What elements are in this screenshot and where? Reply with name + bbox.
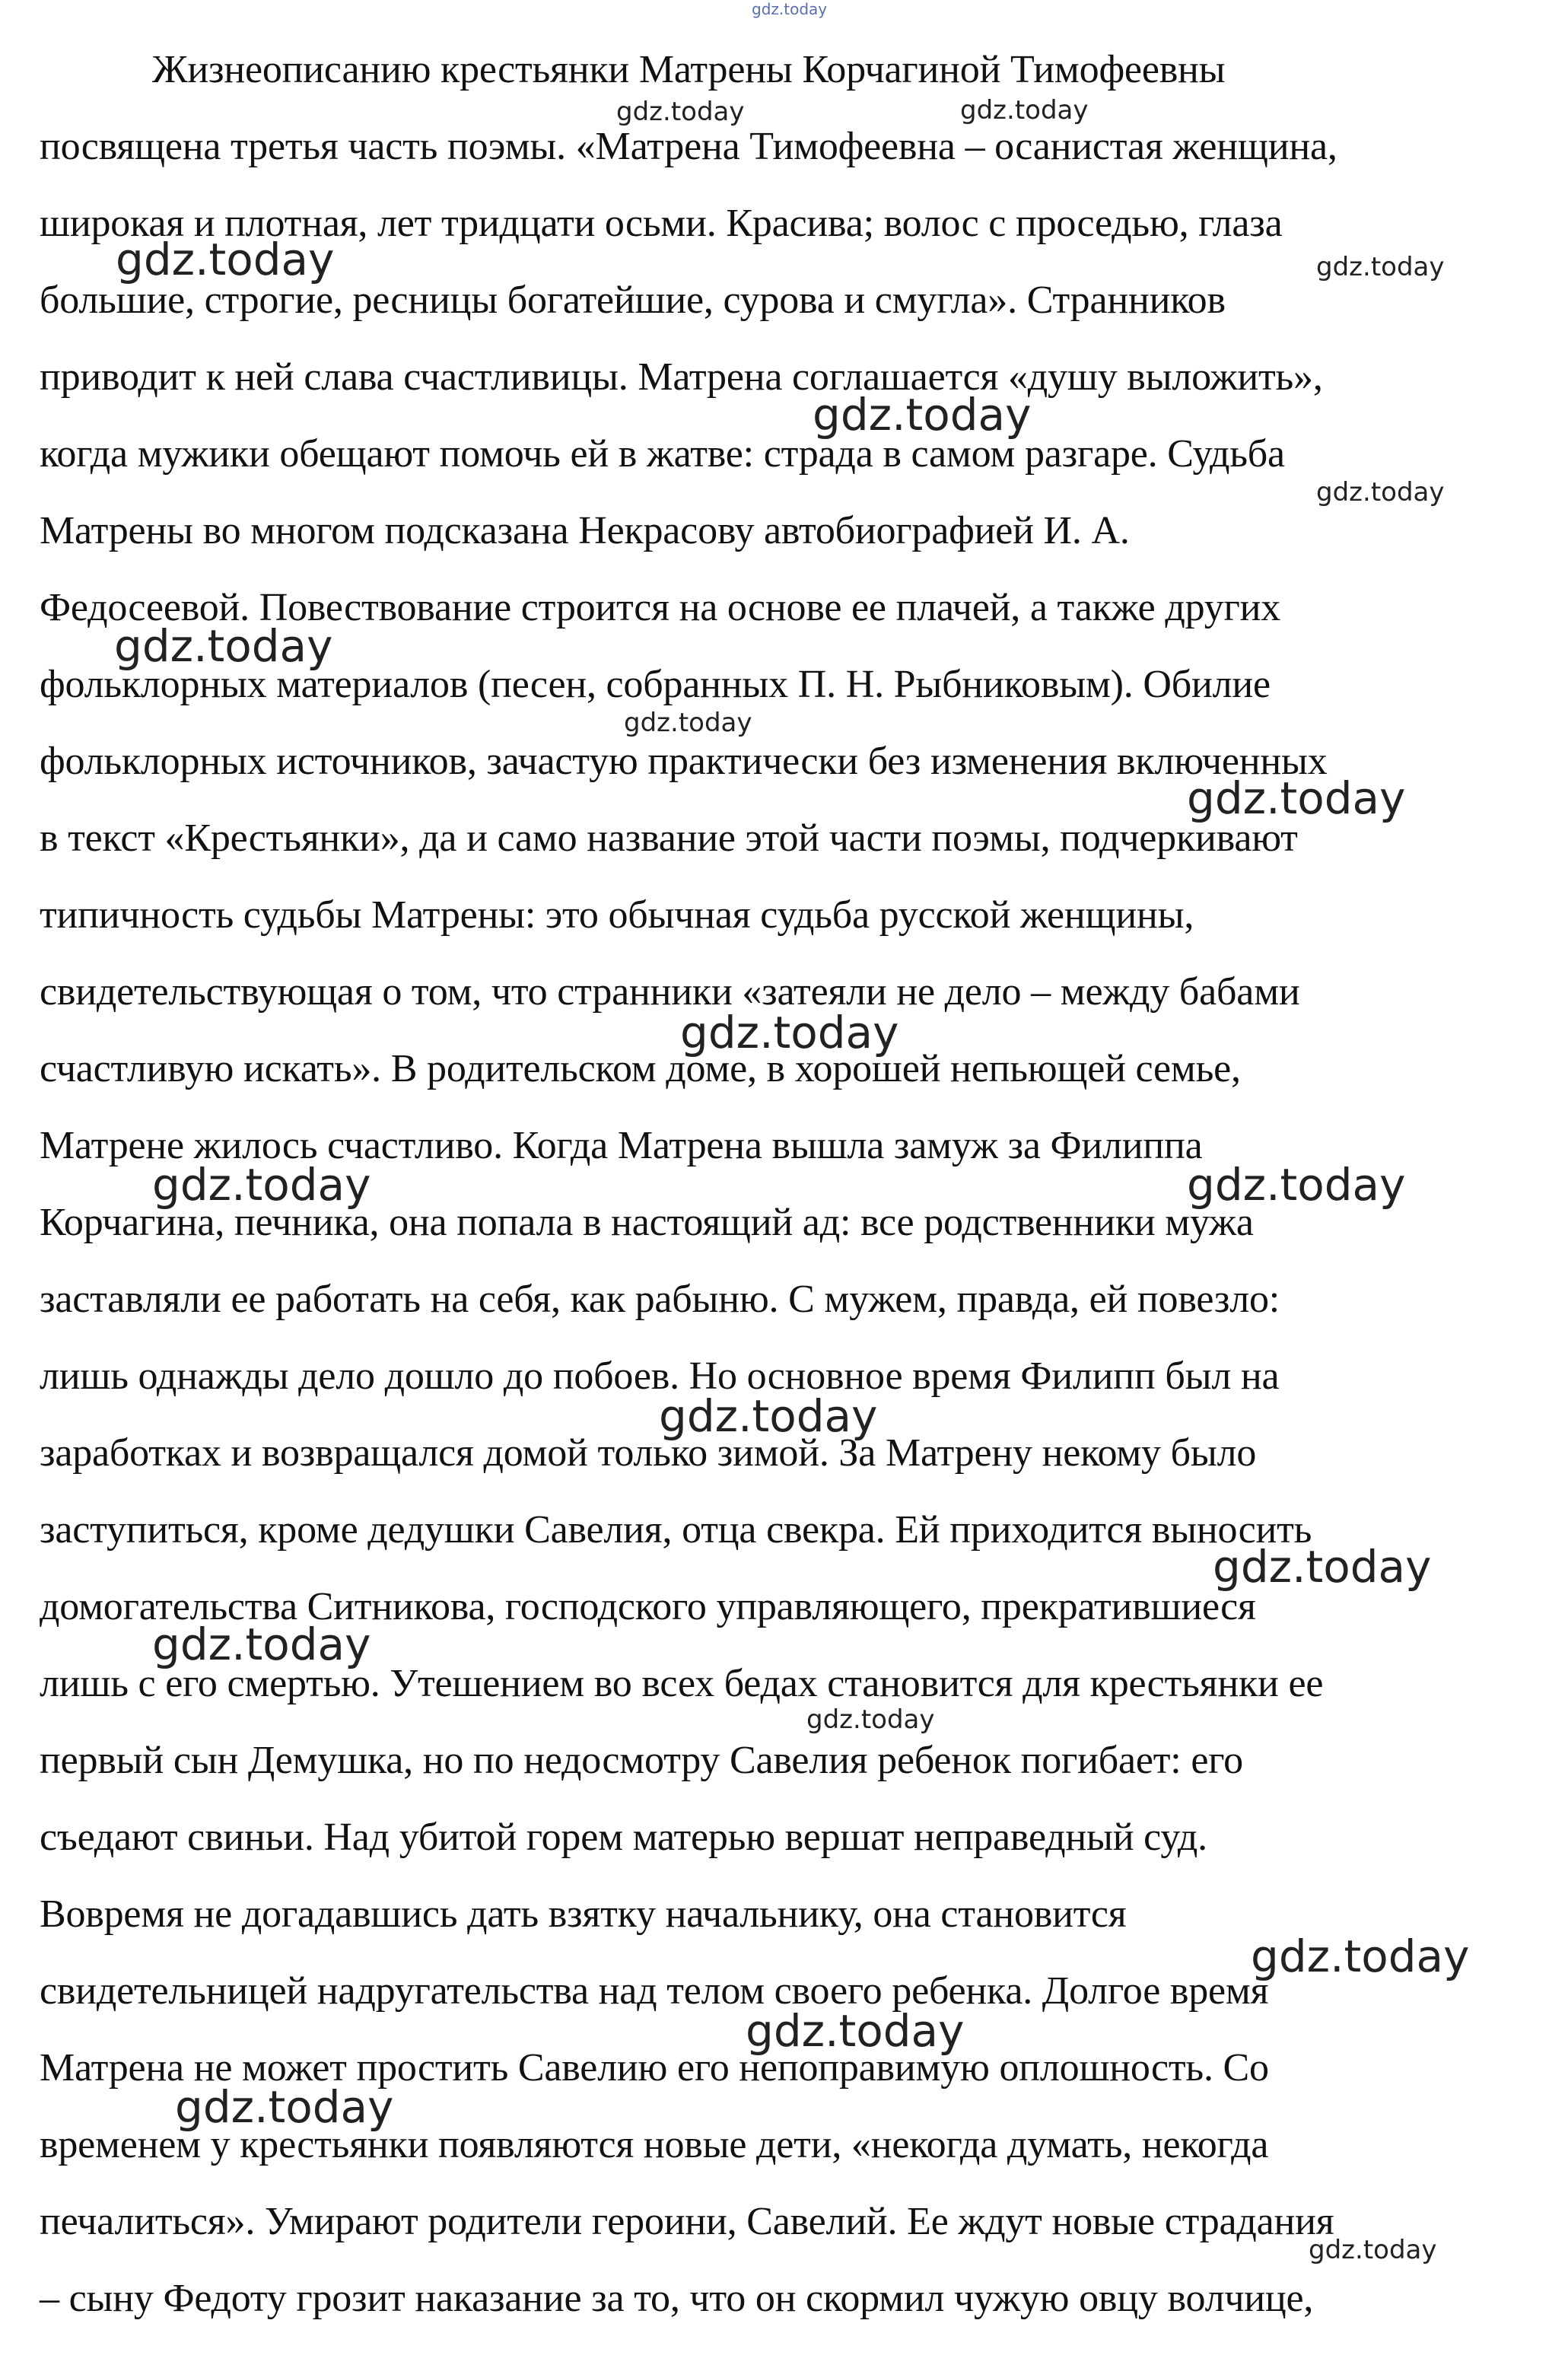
text-line: фольклорных источников, зачастую практически без изменения включенных bbox=[40, 740, 1328, 783]
text-line: Матрене жилось счастливо. Когда Матрена вышла замуж за Филиппа bbox=[40, 1124, 1203, 1167]
text-line: Корчагина, печника, она попала в настоящий ад: все родственники мужа bbox=[40, 1201, 1254, 1244]
watermark-text: gdz.today bbox=[1213, 1541, 1432, 1593]
text-line: приводит к ней слава счастливицы. Матрена соглашается «душу выложить», bbox=[40, 355, 1323, 399]
watermark-text: gdz.today bbox=[752, 0, 828, 18]
watermark-text: gdz.today bbox=[1251, 1930, 1470, 1982]
watermark-text: gdz.today bbox=[152, 1159, 371, 1211]
text-line: домогательства Ситникова, господского управляющего, прекратившиеся bbox=[40, 1585, 1256, 1628]
watermark-text: gdz.today bbox=[960, 95, 1089, 126]
watermark-text: gdz.today bbox=[659, 1390, 878, 1442]
watermark-text: gdz.today bbox=[114, 620, 333, 672]
watermark-text: gdz.today bbox=[116, 234, 335, 285]
text-line: фольклорных материалов (песен, собранных П. Н. Рыбниковым). Обилие bbox=[40, 663, 1271, 706]
text-line: печалиться». Умирают родители героини, Савелий. Ее ждут новые страдания bbox=[40, 2200, 1334, 2243]
text-line: заработках и возвращался домой только зимой. За Матрену некому было bbox=[40, 1431, 1257, 1475]
watermark-text: gdz.today bbox=[152, 1618, 371, 1670]
text-line: Федосеевой. Повествование строится на основе ее плачей, а также других bbox=[40, 586, 1281, 629]
text-line: широкая и плотная, лет тридцати осьми. Красива; волос с проседью, глаза bbox=[40, 202, 1283, 245]
watermark-text: gdz.today bbox=[746, 2005, 965, 2057]
text-line: Матрены во многом подсказана Некрасову автобиографией И. А. bbox=[40, 509, 1130, 552]
text-line: заставляли ее работать на себя, как рабыню. С мужем, правда, ей повезло: bbox=[40, 1278, 1280, 1321]
text-line: большие, строгие, ресницы богатейшие, сурова и смугла». Странников bbox=[40, 278, 1226, 322]
watermark-text: gdz.today bbox=[1316, 252, 1445, 282]
watermark-text: gdz.today bbox=[813, 389, 1032, 441]
text-line: первый сын Демушка, но по недосмотру Савелия ребенок погибает: его bbox=[40, 1739, 1243, 1782]
watermark-text: gdz.today bbox=[616, 97, 745, 127]
text-line: съедают свиньи. Над убитой горем матерью вершат неправедный суд. bbox=[40, 1816, 1207, 1859]
text-line: лишь с его смертью. Утешением во всех бедах становится для крестьянки ее bbox=[40, 1662, 1324, 1705]
text-line: – сыну Федоту грозит наказание за то, что он скормил чужую овцу волчице, bbox=[40, 2277, 1314, 2320]
watermark-text: gdz.today bbox=[1187, 1159, 1406, 1211]
watermark-text: gdz.today bbox=[806, 1704, 935, 1735]
text-line: когда мужики обещают помочь ей в жатве: страда в самом разгаре. Судьба bbox=[40, 432, 1285, 476]
text-line: Вовремя не догадавшись дать взятку начальнику, она становится bbox=[40, 1892, 1127, 1936]
watermark-text: gdz.today bbox=[1187, 772, 1406, 824]
watermark-text: gdz.today bbox=[1309, 2235, 1437, 2265]
text-line: временем у крестьянки появляются новые дети, «некогда думать, некогда bbox=[40, 2123, 1269, 2166]
watermark-text: gdz.today bbox=[624, 708, 752, 738]
text-line: типичность судьбы Матрены: это обычная судьба русской женщины, bbox=[40, 893, 1194, 937]
text-line: свидетельствующая о том, что странники «затеяли не дело – между бабами bbox=[40, 970, 1300, 1014]
text-line: заступиться, кроме дедушки Савелия, отца свекра. Ей приходится выносить bbox=[40, 1508, 1312, 1552]
text-line: свидетельницей надругательства над телом своего ребенка. Долгое время bbox=[40, 1969, 1269, 2013]
watermark-text: gdz.today bbox=[680, 1007, 899, 1058]
text-line: Жизнеописанию крестьянки Матрены Корчагиной Тимофеевны bbox=[152, 48, 1226, 91]
text-line: посвящена третья часть поэмы. «Матрена Тимофеевна – осанистая женщина, bbox=[40, 125, 1337, 168]
watermark-text: gdz.today bbox=[175, 2081, 394, 2133]
watermark-text: gdz.today bbox=[1316, 477, 1445, 508]
text-line: Матрена не может простить Савелию его непоправимую оплошность. Со bbox=[40, 2046, 1269, 2090]
text-line: лишь однажды дело дошло до побоев. Но основное время Филипп был на bbox=[40, 1354, 1280, 1398]
text-line: в текст «Крестьянки», да и само название этой части поэмы, подчеркивают bbox=[40, 816, 1298, 860]
text-line: счастливую искать». В родительском доме, в хорошей непьющей семье, bbox=[40, 1047, 1241, 1090]
